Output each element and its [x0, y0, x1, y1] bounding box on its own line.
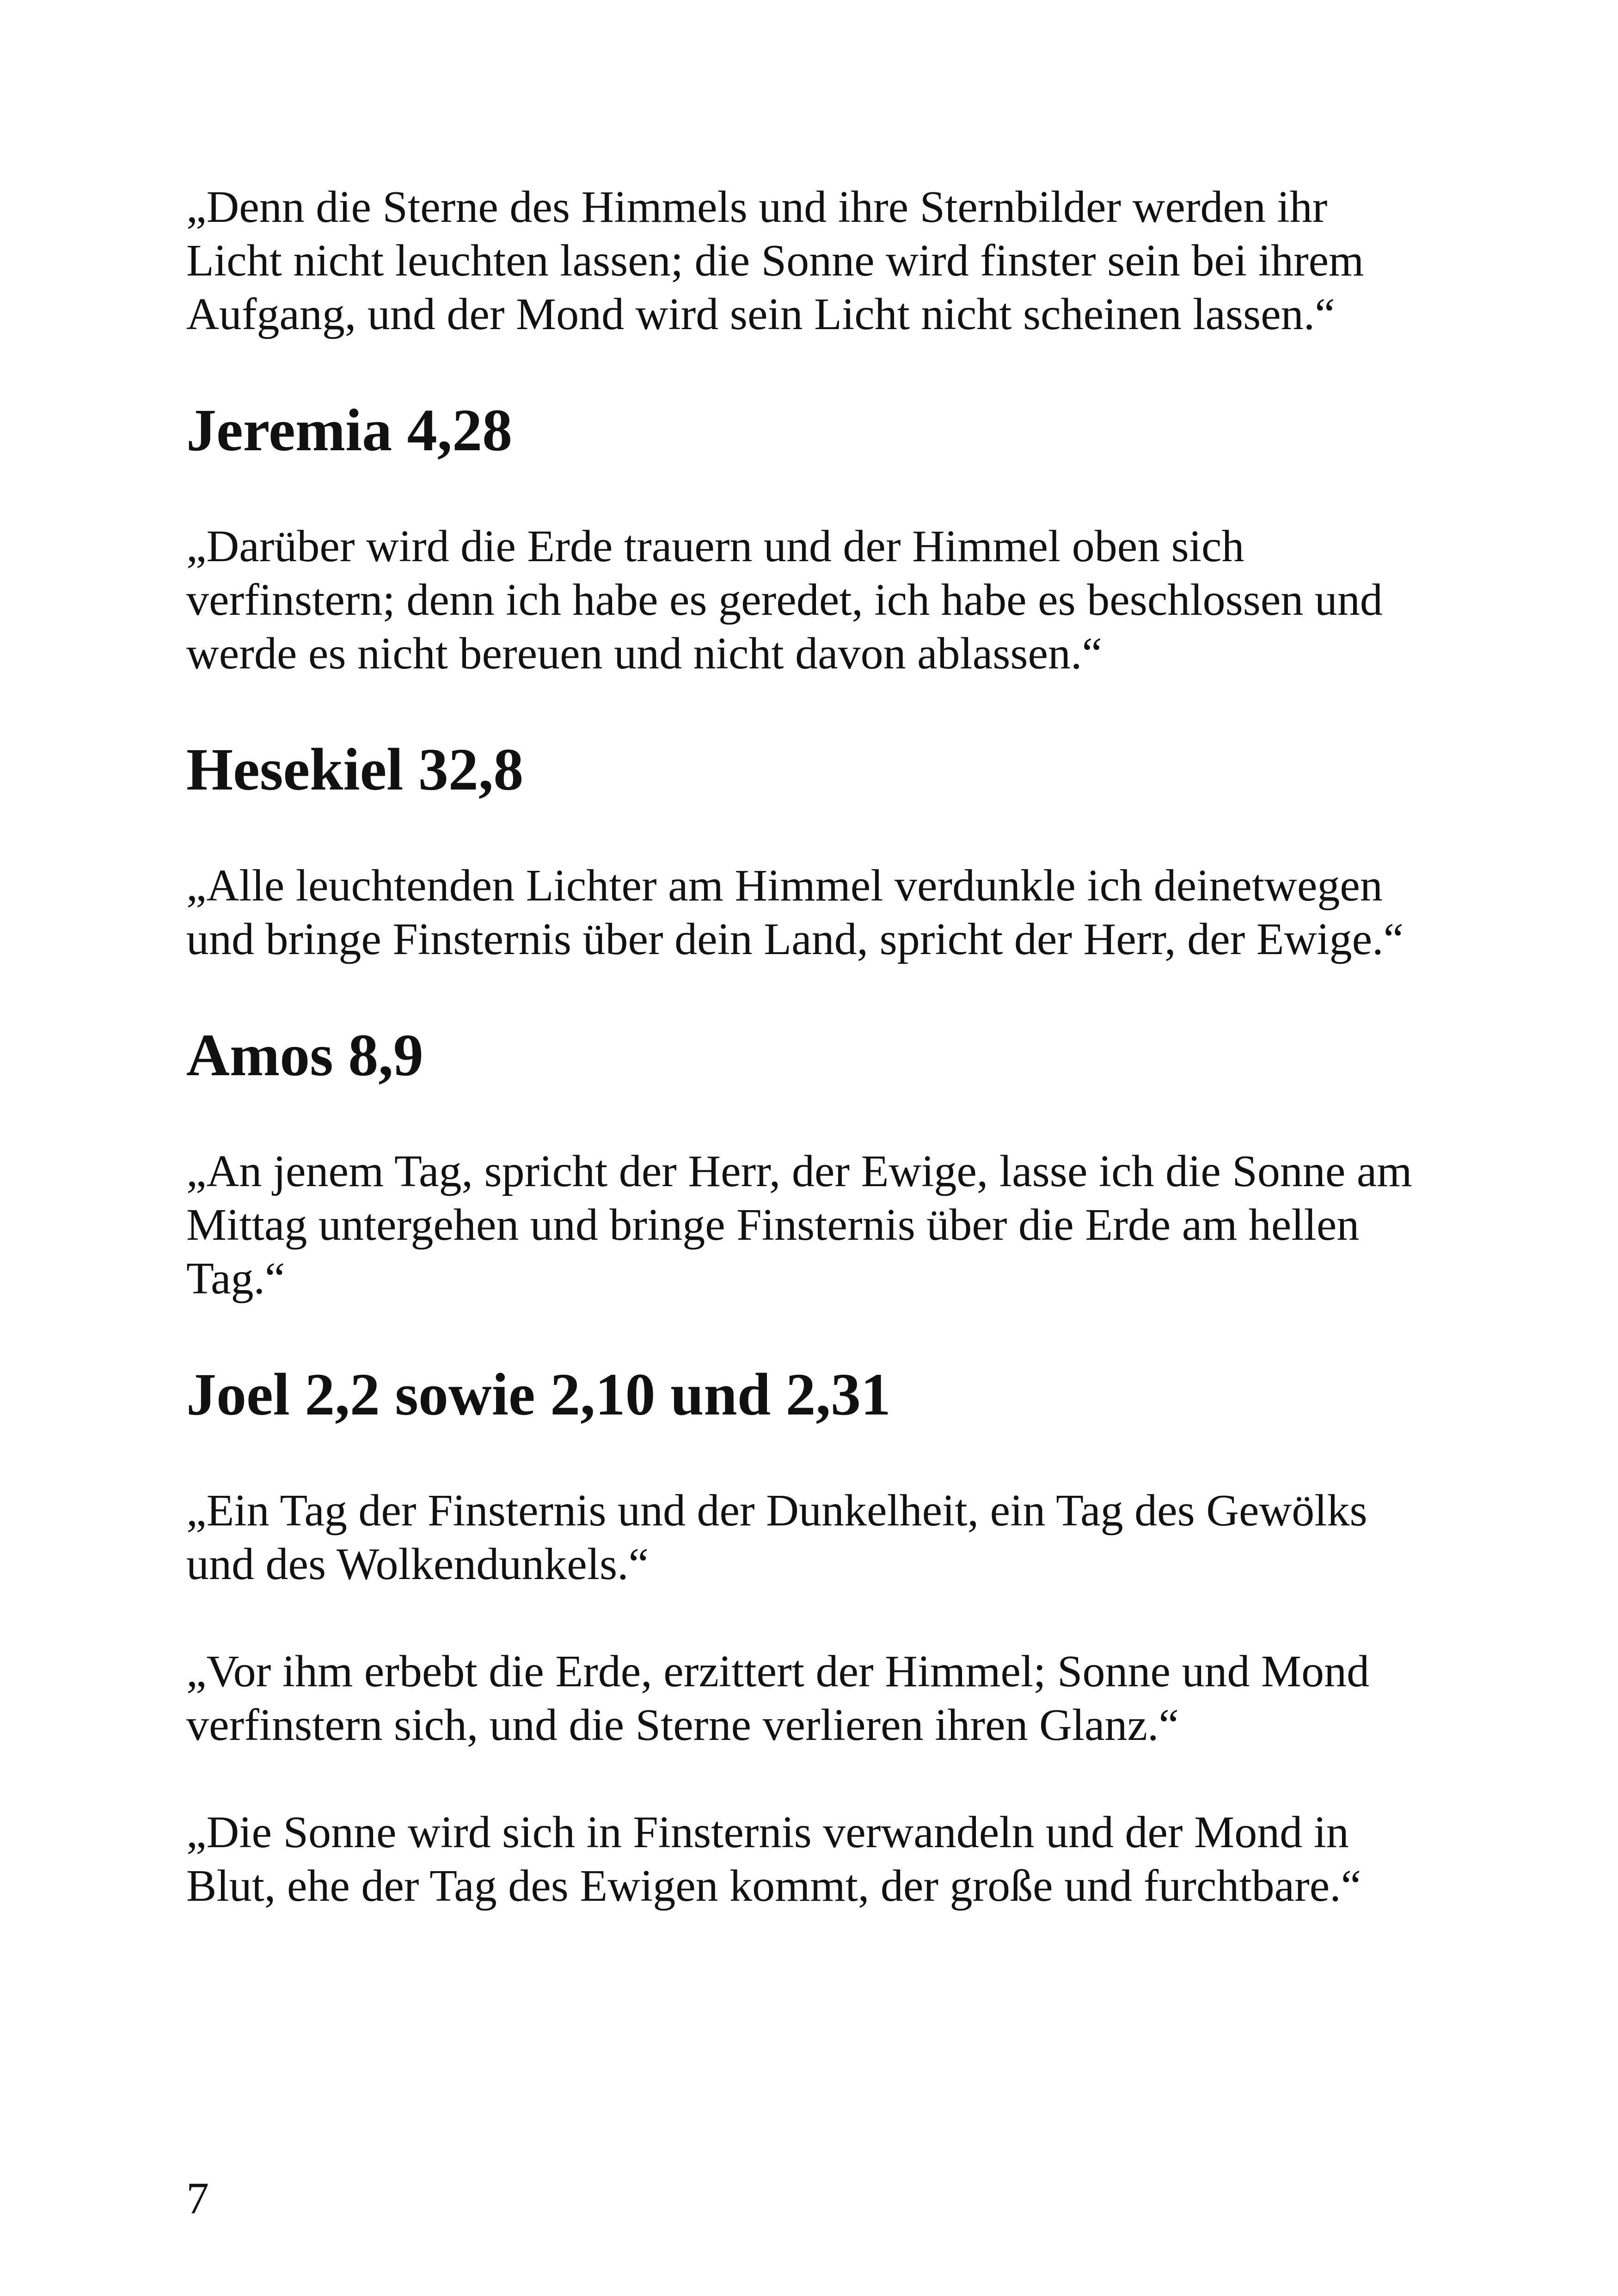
spacer [186, 341, 1471, 396]
section-heading-joel: Joel 2,2 sowie 2,10 und 2,31 [186, 1361, 891, 1428]
spacer [186, 680, 1471, 735]
quote-joel-3 [186, 1806, 1471, 1913]
quote-joel-1 [186, 1484, 1471, 1591]
text-line: „Denn die Sterne des Himmels und ihre Sternbilder werden ihr [186, 182, 1328, 232]
text-line: Tag.“ [186, 1254, 285, 1304]
spacer [186, 804, 1471, 859]
text-line: Blut, ehe der Tag des Ewigen kommt, der große und furchtbare.“ [186, 1861, 1361, 1911]
page-number: 7 [186, 2174, 209, 2223]
section-heading-hesekiel: Hesekiel 32,8 [186, 736, 524, 803]
text-line: verfinstern sich, und die Sterne verlieren ihren Glanz.“ [186, 1700, 1179, 1750]
spacer [186, 1591, 1471, 1645]
quote-hesekiel [186, 859, 1471, 966]
quote-amos [186, 1145, 1471, 1305]
page-content [186, 180, 1471, 1913]
text-line: „Vor ihm erbebt die Erde, erzittert der Himmel; Sonne und Mond [186, 1647, 1370, 1696]
quote-jeremia [186, 520, 1471, 680]
intro-quote [186, 180, 1471, 341]
spacer [186, 1429, 1471, 1484]
text-line: Licht nicht leuchten lassen; die Sonne wird finster sein bei ihrem [186, 236, 1364, 286]
section-heading-jeremia: Jeremia 4,28 [186, 397, 513, 464]
text-line: Aufgang, und der Mond wird sein Licht nicht scheinen lassen.“ [186, 289, 1335, 339]
text-line: „An jenem Tag, spricht der Herr, der Ewige, lasse ich die Sonne am [186, 1146, 1412, 1196]
section-heading-amos: Amos 8,9 [186, 1022, 423, 1089]
spacer [186, 1305, 1471, 1360]
text-line: werde es nicht bereuen und nicht davon ablassen.“ [186, 629, 1103, 679]
spacer [186, 465, 1471, 520]
text-line: „Die Sonne wird sich in Finsternis verwandeln und der Mond in [186, 1807, 1349, 1857]
text-line: „Darüber wird die Erde trauern und der Himmel oben sich [186, 521, 1244, 571]
text-line: „Alle leuchtenden Lichter am Himmel verdunkle ich deinetwegen [186, 861, 1383, 911]
spacer [186, 966, 1471, 1021]
quote-joel-2 [186, 1645, 1471, 1752]
spacer [186, 1090, 1471, 1145]
spacer [186, 1752, 1471, 1806]
text-line: und bringe Finsternis über dein Land, spricht der Herr, der Ewige.“ [186, 914, 1404, 964]
text-line: „Ein Tag der Finsternis und der Dunkelheit, ein Tag des Gewölks [186, 1486, 1367, 1536]
text-line: Mittag untergehen und bringe Finsternis über die Erde am hellen [186, 1200, 1360, 1250]
text-line: verfinstern; denn ich habe es geredet, ich habe es beschlossen und [186, 575, 1383, 625]
text-line: und des Wolkendunkels.“ [186, 1539, 649, 1589]
